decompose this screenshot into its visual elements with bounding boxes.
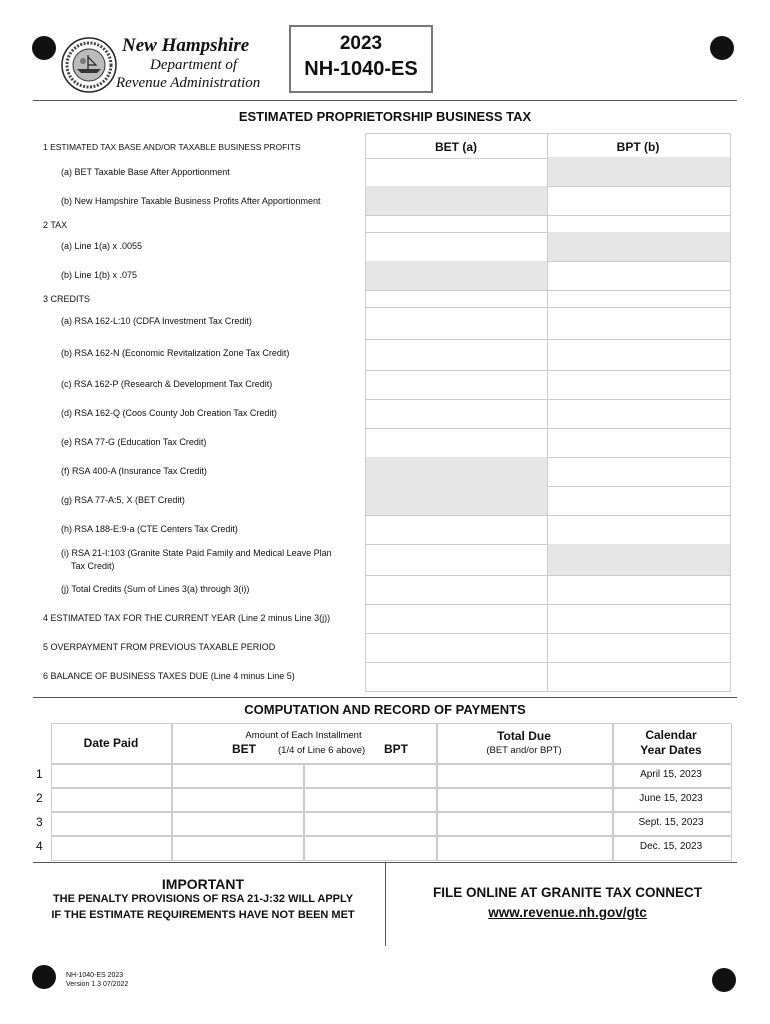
line-3d-bpt-field[interactable] xyxy=(547,399,731,429)
line-2-label: 2 TAX xyxy=(43,220,68,230)
gtc-link[interactable]: www.revenue.nh.gov/gtc xyxy=(488,905,647,920)
line-3g-label: (g) RSA 77-A:5, X (BET Credit) xyxy=(61,495,185,505)
calendar-date: April 15, 2023 xyxy=(640,769,702,780)
date-paid-field[interactable] xyxy=(51,787,173,813)
penalty-line-2: IF THE ESTIMATE REQUIREMENTS HAVE NOT BEEN MET xyxy=(51,909,355,921)
column-header-bet: BET (a) xyxy=(435,140,477,154)
total-due-field[interactable] xyxy=(436,835,614,861)
line-6-bet-field[interactable] xyxy=(365,662,548,692)
line-3h-label: (h) RSA 188-E:9-a (CTE Centers Tax Credit) xyxy=(61,524,238,534)
bet-amount-field[interactable] xyxy=(171,787,305,813)
bet-amount-field[interactable] xyxy=(171,763,305,789)
registration-mark-top-right xyxy=(710,36,734,60)
line-3i-label-cont: Tax Credit) xyxy=(71,561,115,571)
line-3j-bet-field[interactable] xyxy=(365,575,548,605)
line-2b-bpt-field[interactable] xyxy=(547,261,731,291)
date-paid-field[interactable] xyxy=(51,835,173,861)
line-3i-bet-field[interactable] xyxy=(365,544,548,576)
line-4-bpt-field[interactable] xyxy=(547,604,731,634)
bpt-amount-field[interactable] xyxy=(303,787,438,813)
line-2a-bpt-shaded xyxy=(547,232,731,262)
bpt-subheader: BPT xyxy=(384,742,408,756)
line-3g-bet-shaded xyxy=(365,486,548,516)
total-due-field[interactable] xyxy=(436,787,614,813)
bet-amount-field[interactable] xyxy=(171,835,305,861)
quarter-note: (1/4 of Line 6 above) xyxy=(278,745,366,756)
line-1-bpt-cell xyxy=(547,133,731,159)
header-divider xyxy=(33,100,737,101)
line-5-label: 5 OVERPAYMENT FROM PREVIOUS TAXABLE PERIOD xyxy=(43,642,276,652)
state-seal-icon xyxy=(61,37,117,93)
state-name: New Hampshire xyxy=(122,35,250,56)
form-title: ESTIMATED PROPRIETORSHIP BUSINESS TAX xyxy=(238,109,532,124)
line-3-bet-cell xyxy=(365,290,548,308)
line-1b-bet-shaded xyxy=(365,186,548,216)
total-due-note: (BET and/or BPT) xyxy=(486,745,562,756)
line-3e-label: (e) RSA 77-G (Education Tax Credit) xyxy=(61,437,207,447)
line-3c-label: (c) RSA 162-P (Research & Development Tax Credit) xyxy=(61,379,273,389)
payments-title: COMPUTATION AND RECORD OF PAYMENTS xyxy=(244,702,526,717)
total-due-field[interactable] xyxy=(436,811,614,837)
line-2-bpt-cell xyxy=(547,215,731,233)
registration-mark-bottom-right xyxy=(712,968,736,992)
calendar-header-2: Year Dates xyxy=(640,743,702,757)
line-1-label: 1 ESTIMATED TAX BASE AND/OR TAXABLE BUSINESS PROFITS xyxy=(43,142,301,152)
bet-amount-field[interactable] xyxy=(171,811,305,837)
date-paid-header: Date Paid xyxy=(83,736,139,750)
form-year: 2023 xyxy=(339,33,383,54)
line-2-bet-cell xyxy=(365,215,548,233)
date-paid-field[interactable] xyxy=(51,811,173,837)
line-1a-bet-field[interactable] xyxy=(365,157,548,187)
footer-version: Version 1.3 07/2022 xyxy=(66,981,129,988)
line-3a-bpt-field[interactable] xyxy=(547,307,731,340)
registration-mark-top-left xyxy=(32,36,56,60)
column-header-bpt: BPT (b) xyxy=(616,140,660,154)
line-3f-bet-shaded xyxy=(365,457,548,487)
amount-installment-header: Amount of Each Installment xyxy=(245,730,362,741)
line-3d-bet-field[interactable] xyxy=(365,399,548,429)
bpt-amount-field[interactable] xyxy=(303,835,438,861)
line-3f-label: (f) RSA 400-A (Insurance Tax Credit) xyxy=(61,466,207,476)
calendar-date: June 15, 2023 xyxy=(639,793,703,804)
line-3i-label: (i) RSA 21-I:103 (Granite State Paid Family and Medical Leave Plan xyxy=(61,548,332,558)
file-online-heading: FILE ONLINE AT GRANITE TAX CONNECT xyxy=(433,885,702,900)
total-due-header: Total Due xyxy=(497,729,551,743)
total-due-field[interactable] xyxy=(436,763,614,789)
line-3e-bpt-field[interactable] xyxy=(547,428,731,458)
payment-row-number: 3 xyxy=(36,815,43,829)
payment-row-number: 4 xyxy=(36,839,43,853)
line-3f-bpt-field[interactable] xyxy=(547,457,731,487)
penalty-line-1: THE PENALTY PROVISIONS OF RSA 21-J:32 WILL APPLY xyxy=(52,893,354,905)
line-3j-bpt-field[interactable] xyxy=(547,575,731,605)
bet-subheader: BET xyxy=(232,742,256,756)
notice-vertical-divider xyxy=(385,863,386,946)
date-paid-field[interactable] xyxy=(51,763,173,789)
calendar-header-1: Calendar xyxy=(645,728,697,742)
calendar-date: Sept. 15, 2023 xyxy=(638,817,704,828)
line-3h-bet-field[interactable] xyxy=(365,515,548,545)
line-3c-bpt-field[interactable] xyxy=(547,370,731,400)
line-3i-bpt-shaded xyxy=(547,544,731,576)
registration-mark-bottom-left xyxy=(32,965,56,989)
line-3b-bet-field[interactable] xyxy=(365,339,548,371)
line-1a-label: (a) BET Taxable Base After Apportionment xyxy=(61,167,230,177)
line-3g-bpt-field[interactable] xyxy=(547,486,731,516)
payment-row-number: 1 xyxy=(36,767,43,781)
line-3b-label: (b) RSA 162-N (Economic Revitalization Zone Tax Credit) xyxy=(61,348,290,358)
line-6-bpt-field[interactable] xyxy=(547,662,731,692)
payment-row-number: 2 xyxy=(36,791,43,805)
line-3j-label: (j) Total Credits (Sum of Lines 3(a) through 3(i)) xyxy=(61,584,250,594)
line-3-bpt-cell xyxy=(547,290,731,308)
line-3h-bpt-field[interactable] xyxy=(547,515,731,545)
line-3c-bet-field[interactable] xyxy=(365,370,548,400)
line-2b-bet-shaded xyxy=(365,261,548,291)
line-3d-label: (d) RSA 162-Q (Coos County Job Creation Tax Credit) xyxy=(61,408,277,418)
important-heading: IMPORTANT xyxy=(161,876,245,892)
department-line-2: Revenue Administration xyxy=(116,75,261,91)
line-3a-label: (a) RSA 162-L:10 (CDFA Investment Tax Credit) xyxy=(61,316,252,326)
line-1a-bpt-shaded xyxy=(547,157,731,187)
form-id-box xyxy=(289,25,433,93)
line-5-bet-field[interactable] xyxy=(365,633,548,663)
calendar-date: Dec. 15, 2023 xyxy=(639,841,703,852)
line-4-label: 4 ESTIMATED TAX FOR THE CURRENT YEAR (Line 2 minus Line 3(j)) xyxy=(43,613,331,623)
section-divider-payments xyxy=(33,697,737,698)
bpt-amount-field[interactable] xyxy=(303,763,438,789)
line-3e-bet-field[interactable] xyxy=(365,428,548,458)
bpt-amount-field[interactable] xyxy=(303,811,438,837)
line-1b-bpt-field[interactable] xyxy=(547,186,731,216)
line-5-bpt-field[interactable] xyxy=(547,633,731,663)
line-4-bet-field[interactable] xyxy=(365,604,548,634)
line-1b-label: (b) New Hampshire Taxable Business Profits After Apportionment xyxy=(61,196,321,206)
line-2b-label: (b) Line 1(b) x .075 xyxy=(61,270,138,280)
line-3b-bpt-field[interactable] xyxy=(547,339,731,371)
department-line-1: Department of xyxy=(150,57,238,73)
line-1-bet-cell xyxy=(365,133,548,159)
line-3-label: 3 CREDITS xyxy=(43,294,91,304)
line-2a-bet-field[interactable] xyxy=(365,232,548,262)
line-3a-bet-field[interactable] xyxy=(365,307,548,340)
form-id: NH-1040-ES xyxy=(304,58,418,80)
line-6-label: 6 BALANCE OF BUSINESS TAXES DUE (Line 4 minus Line 5) xyxy=(43,671,295,681)
footer-form-id: NH-1040-ES 2023 xyxy=(66,972,124,979)
line-2a-label: (a) Line 1(a) x .0055 xyxy=(61,241,143,251)
